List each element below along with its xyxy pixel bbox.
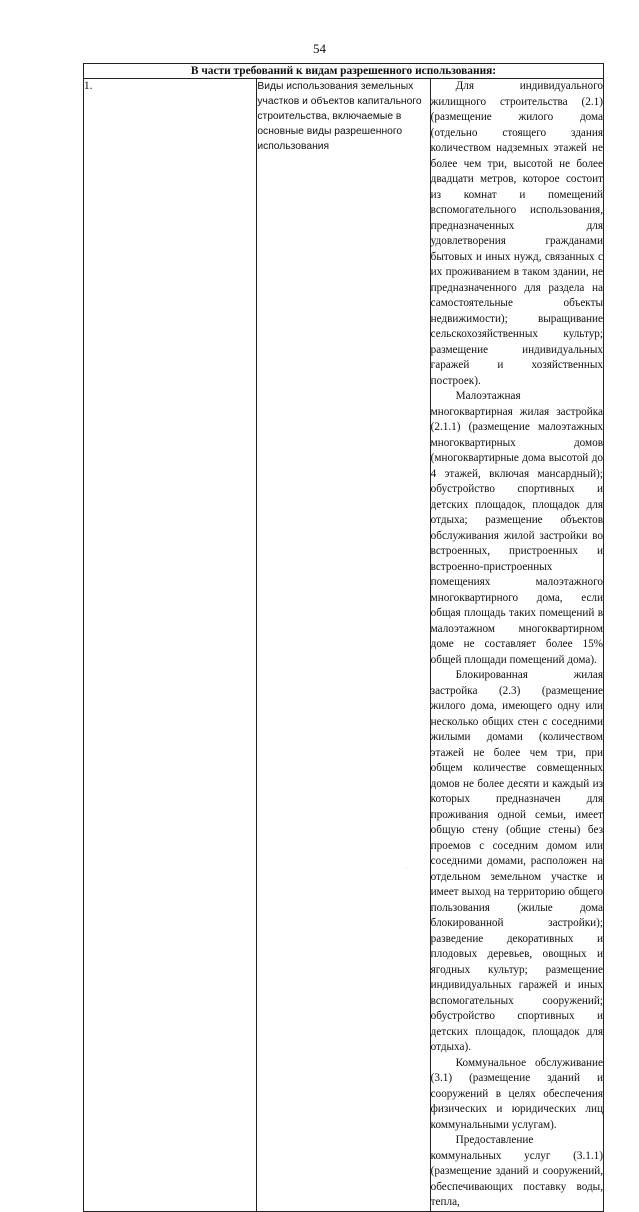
paragraph-individual-housing: Для индивидуального жилищного строительства (2.1) (размещение жилого дома (отдельно стоящего здания количеством надземных этажей не более чем три, высотой не более двадцати метров, которое состоит из комнат и помещений вспомогательного использования, предназначенных для удовлетворения гражданами бытовых и иных нужд, связанных с их проживанием в таком здании, не предназначенного для раздела на самостоятельные объекты недвижимости); выращивание сельскохозяйственных культур; размещение индивидуальных гаражей и хозяйственных построек). (430, 80, 603, 387)
table-row (84, 79, 604, 1212)
section-header: В части требований к видам разрешенного использования: (84, 64, 604, 79)
paragraph-blocked-housing: Блокированная жилая застройка (2.3) (размещение жилого дома, имеющего одну или несколько общих стен с соседними жилыми домами (количеством этажей не более чем три, при общем количестве совмещенных домов не более десяти и каждый из которых предназначен для проживания одной семьи, имеет общую стену (общие стены) без проемов с соседним домом или соседними домами, расположен на отдельном земельном участке и имеет выход на территорию общего пользования (жилые дома блокированной застройки); разведение декоративных и плодовых деревьев, овощных и ягодных культур; размещение индивидуальных гаражей и иных вспомогательных сооружений; обустройство спортивных и детских площадок, площадок для отдыха). (430, 669, 603, 1053)
row-number: 1. (84, 79, 257, 1212)
page-number: 54 (313, 41, 326, 56)
section-header-row (84, 64, 604, 79)
usage-description (430, 79, 603, 1212)
paragraph-lowrise-apartments: Малоэтажная многоквартирная жилая застройка (2.1.1) (размещение малоэтажных многоквартирных домов (многоквартирные дома высотой до 4 этажей, включая мансардный); обустройство спортивных и детских площадок, площадок для отдыха; размещение объектов обслуживания жилой застройки во встроенных, пристроенных и встроенно-пристроенных помещениях малоэтажного многоквартирного дома, если общая площадь таких помещений в малоэтажном многоквартирном доме не составляет более 15% общей площади помещений дома). (430, 390, 603, 666)
usage-kind: Виды использования земельных участков и объектов капитального строительства, включаемые в основные виды разрешенного использования (257, 79, 430, 1212)
requirements-table (83, 63, 604, 1212)
paragraph-utility-provision: Предоставление коммунальных услуг (3.1.1) (размещение зданий и сооружений, обеспечивающих поставку воды, тепла, (430, 1134, 603, 1208)
scan-artifact: · (405, 866, 407, 872)
paragraph-communal-services: Коммунальное обслуживание (3.1) (размещение зданий и сооружений в целях обеспечения физических и юридических лиц коммунальными услугам). (430, 1056, 603, 1131)
